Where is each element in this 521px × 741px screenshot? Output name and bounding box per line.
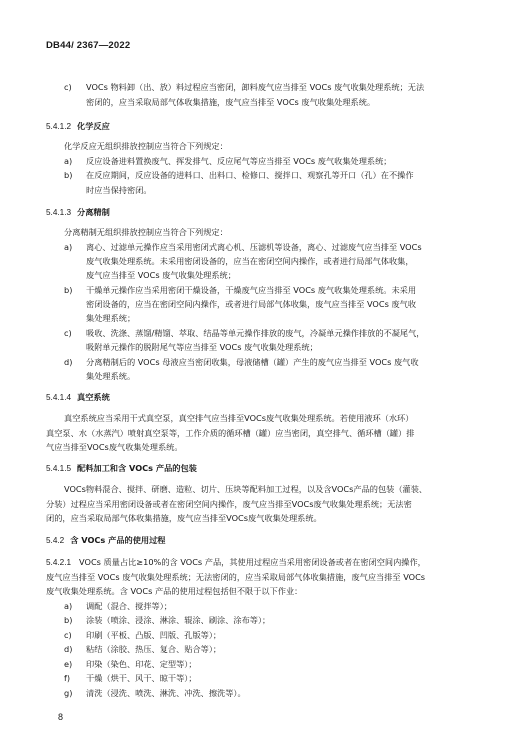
- paragraph-line: [46, 557, 426, 568]
- list-item: 集处理系统；: [86, 313, 136, 323]
- section-title: 化学反应: [77, 121, 110, 131]
- paragraph-line: 分离精制无组织排放控制应当符合下列规定：: [64, 227, 228, 237]
- list-item: 吸附单元操作的脱附尾气等应当排至 VOCs 废气收集处理系统；: [86, 342, 318, 352]
- list-marker: c): [64, 630, 72, 640]
- paragraph-line: 废气收集处理系统。含 VOCs 产品的使用过程包括但不限于以下作业：: [46, 586, 303, 596]
- section-title: 含 VOCs 产品的使用过程: [70, 535, 166, 545]
- section-number: 5.4.1.5: [46, 464, 72, 473]
- list-item: 在反应期间，反应设备的进料口、出料口、检修口、搅拌口、观察孔等开口（孔）在不操作: [86, 170, 414, 180]
- list-item: 密闭设备的，应当在密闭空间内操作，或者进行局部气体收集，废气应当排至 VOCs 废气收: [86, 299, 417, 309]
- list-marker: e): [64, 659, 73, 669]
- list-item: 干燥（烘干、风干、晾干等）；: [86, 673, 197, 683]
- list-item: 涂装（喷涂、浸涂、淋涂、辊涂、刷涂、涂布等）；: [86, 615, 271, 625]
- section-number: 5.4.1.3: [46, 208, 72, 217]
- list-marker: a): [64, 601, 73, 611]
- paragraph-text: VOCs 质量占比≥10%的含 VOCs 产品，其使用过程应当采用密闭设备或者在密闭空间内操作，: [79, 557, 426, 567]
- list-marker: b): [64, 285, 73, 295]
- section-number: 5.4.1.2: [46, 122, 72, 131]
- list-item: 印染（染色、印花、定型等）；: [86, 659, 197, 669]
- section-number: 5.4.2.1: [46, 558, 72, 567]
- section-number: 5.4.1.4: [46, 393, 72, 402]
- list-marker: b): [64, 615, 73, 625]
- list-item: 印刷（平板、凸版、凹版、孔版等）；: [86, 630, 222, 640]
- section-title: 分离精制: [77, 207, 110, 217]
- list-item: 集处理系统。: [86, 371, 136, 381]
- list-item: 调配（混合、搅拌等）；: [86, 601, 172, 611]
- paragraph-line: 闭的，应当采取局部气体收集措施，废气应当排至VOCs废气收集处理系统。: [46, 513, 322, 523]
- section-title: 配料加工和含 VOCs 产品的包装: [77, 463, 197, 473]
- list-marker: d): [64, 357, 73, 367]
- section-heading: [46, 207, 110, 218]
- list-marker: c): [64, 328, 72, 338]
- paragraph-line: 废气应当排至 VOCs 废气收集处理系统；无法密闭的，应当采取局部气体收集措施，废气应当排至 VOCs: [46, 572, 426, 582]
- paragraph-line: VOCs 物料卸（出、放）料过程应当密闭，卸料废气应当排至 VOCs 废气收集处理系统；无法: [86, 82, 425, 92]
- paragraph-line: 气应当排至VOCs废气收集处理系统。: [46, 442, 183, 452]
- paragraph-line: VOCs物料混合、搅拌、研磨、造粒、切片、压块等配料加工过程，以及含VOCs产品的包装（灌装、: [64, 484, 428, 494]
- list-marker: d): [64, 644, 73, 654]
- list-item: 干燥单元操作应当采用密闭干燥设备，干燥废气应当排至 VOCs 废气收集处理系统。未采用: [86, 285, 417, 295]
- paragraph-line: 密闭的，应当采取局部气体收集措施，废气应当排至 VOCs 废气收集处理系统。: [86, 97, 376, 107]
- list-item: 反应设备进料置换废气、挥发排气、反应尾气等应当排至 VOCs 废气收集处理系统；: [86, 156, 392, 166]
- section-heading: [46, 121, 110, 132]
- list-item: 废气收集处理系统。未采用密闭设备的，应当在密闭空间内操作，或者进行局部气体收集，: [86, 256, 414, 266]
- list-marker: a): [64, 156, 73, 166]
- list-item: 吸收、洗涤、蒸馏/精馏、萃取、结晶等单元操作排放的废气，冷凝单元操作排放的不凝尾气，: [86, 328, 425, 338]
- section-heading: [46, 463, 197, 474]
- list-marker: f): [64, 673, 71, 683]
- standard-number: DB44/ 2367—2022: [46, 40, 131, 51]
- section-title: 真空系统: [77, 392, 110, 402]
- list-marker: b): [64, 170, 73, 180]
- paragraph-line: 化学反应无组织排放控制应当符合下列规定：: [64, 141, 228, 151]
- list-item: 废气应当排至 VOCs 废气收集处理系统；: [86, 270, 236, 280]
- section-number: 5.4.2: [46, 536, 65, 545]
- list-item: 离心、过滤单元操作应当采用密闭式离心机、压滤机等设备，离心、过滤废气应当排至 VOCs: [86, 242, 422, 252]
- paragraph-line: 分装）过程应当采用密闭设备或者在密闭空间内操作，废气应当排至VOCs废气收集处理系统；无法密: [46, 499, 412, 509]
- paragraph-line: 真空系统应当采用干式真空泵，真空排气应当排至VOCs废气收集处理系统。若使用液环（水环）: [64, 413, 414, 423]
- list-marker: a): [64, 242, 73, 252]
- page-number: 8: [58, 712, 64, 722]
- section-heading: [46, 392, 110, 403]
- list-item: 清洗（浸洗、喷洗、淋洗、冲洗、擦洗等）。: [86, 688, 246, 698]
- list-item: 分离精制后的 VOCs 母液应当密闭收集，母液储槽（罐）产生的废气应当排至 VOCs 废气收: [86, 357, 419, 367]
- list-marker: g): [64, 688, 73, 698]
- list-item: 时应当保持密闭。: [86, 185, 152, 195]
- paragraph-line: 真空泵、水（水蒸汽）喷射真空泵等，工作介质的循环槽（罐）应当密闭，真空排气、循环槽（罐）排: [46, 428, 415, 438]
- list-marker: c): [64, 82, 72, 92]
- list-item: 粘结（涂胶、热压、复合、贴合等）；: [86, 644, 222, 654]
- section-heading: [46, 535, 165, 546]
